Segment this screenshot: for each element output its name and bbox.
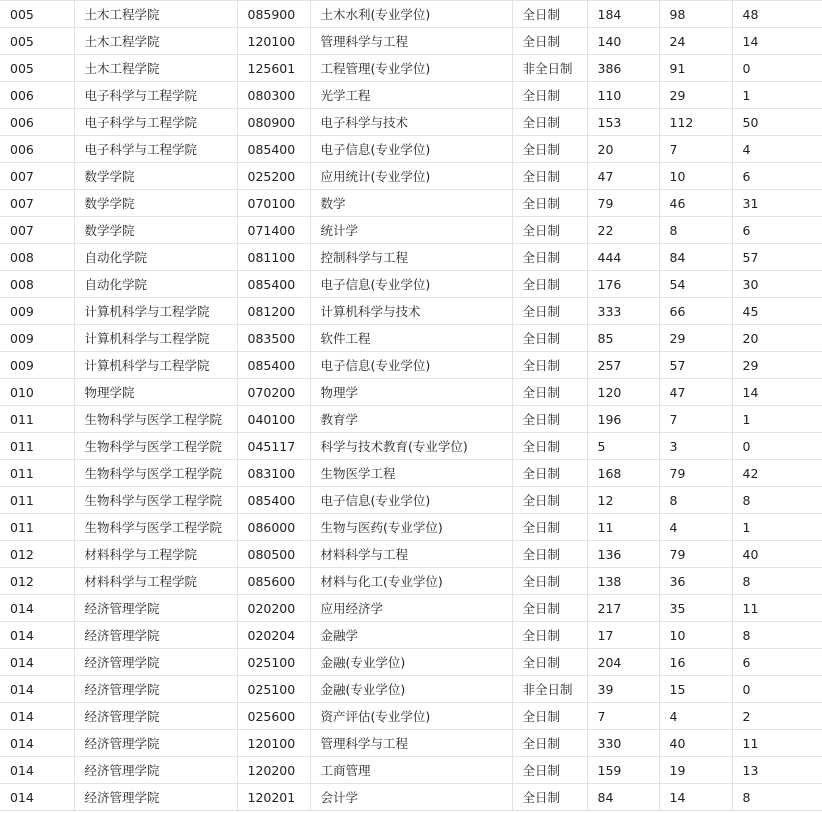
cell-dept-code: 008: [0, 271, 74, 298]
table-row: [0, 379, 822, 406]
cell-major-code: 020204: [237, 622, 310, 649]
cell-dept-name: 数学学院: [74, 163, 237, 190]
cell-major-name: 管理科学与工程: [310, 28, 512, 55]
cell-study-mode: 全日制: [512, 487, 587, 514]
cell-applicants: 85: [587, 325, 659, 352]
cell-major-name: 土木水利(专业学位): [310, 1, 512, 28]
cell-major-name: 计算机科学与技术: [310, 298, 512, 325]
cell-study-mode: 全日制: [512, 460, 587, 487]
cell-study-mode: 全日制: [512, 757, 587, 784]
cell-study-mode: 非全日制: [512, 55, 587, 82]
cell-admitted: 7: [659, 406, 732, 433]
cell-major-name: 材料与化工(专业学位): [310, 568, 512, 595]
cell-exempt: 8: [732, 568, 822, 595]
cell-dept-name: 经济管理学院: [74, 676, 237, 703]
cell-dept-code: 014: [0, 595, 74, 622]
cell-study-mode: 全日制: [512, 109, 587, 136]
cell-major-name: 光学工程: [310, 82, 512, 109]
table-row: [0, 730, 822, 757]
cell-major-code: 025200: [237, 163, 310, 190]
cell-applicants: 204: [587, 649, 659, 676]
cell-dept-name: 自动化学院: [74, 244, 237, 271]
cell-major-name: 金融(专业学位): [310, 649, 512, 676]
cell-major-name: 工商管理: [310, 757, 512, 784]
cell-major-name: 软件工程: [310, 325, 512, 352]
cell-major-code: 083100: [237, 460, 310, 487]
cell-applicants: 217: [587, 595, 659, 622]
table-row: [0, 514, 822, 541]
cell-applicants: 47: [587, 163, 659, 190]
cell-dept-code: 014: [0, 784, 74, 811]
cell-admitted: 112: [659, 109, 732, 136]
cell-dept-code: 005: [0, 28, 74, 55]
cell-exempt: 1: [732, 514, 822, 541]
cell-dept-name: 土木工程学院: [74, 55, 237, 82]
cell-major-name: 控制科学与工程: [310, 244, 512, 271]
cell-admitted: 29: [659, 82, 732, 109]
cell-dept-name: 材料科学与工程学院: [74, 568, 237, 595]
cell-study-mode: 全日制: [512, 271, 587, 298]
cell-dept-code: 011: [0, 433, 74, 460]
cell-major-name: 资产评估(专业学位): [310, 703, 512, 730]
cell-exempt: 1: [732, 82, 822, 109]
cell-major-code: 086000: [237, 514, 310, 541]
cell-admitted: 15: [659, 676, 732, 703]
cell-study-mode: 全日制: [512, 28, 587, 55]
cell-exempt: 11: [732, 595, 822, 622]
cell-dept-code: 014: [0, 703, 74, 730]
cell-major-name: 生物与医药(专业学位): [310, 514, 512, 541]
cell-admitted: 36: [659, 568, 732, 595]
cell-applicants: 257: [587, 352, 659, 379]
cell-study-mode: 全日制: [512, 298, 587, 325]
table-row: [0, 649, 822, 676]
cell-major-code: 120100: [237, 730, 310, 757]
cell-major-name: 电子信息(专业学位): [310, 487, 512, 514]
cell-major-code: 080300: [237, 82, 310, 109]
cell-major-code: 085600: [237, 568, 310, 595]
cell-applicants: 20: [587, 136, 659, 163]
cell-major-code: 085900: [237, 1, 310, 28]
cell-admitted: 54: [659, 271, 732, 298]
cell-admitted: 14: [659, 784, 732, 811]
cell-admitted: 4: [659, 514, 732, 541]
cell-applicants: 5: [587, 433, 659, 460]
cell-major-name: 电子信息(专业学位): [310, 271, 512, 298]
cell-study-mode: 全日制: [512, 379, 587, 406]
cell-study-mode: 全日制: [512, 649, 587, 676]
cell-study-mode: 全日制: [512, 163, 587, 190]
cell-major-code: 120200: [237, 757, 310, 784]
cell-applicants: 11: [587, 514, 659, 541]
cell-study-mode: 全日制: [512, 406, 587, 433]
cell-exempt: 42: [732, 460, 822, 487]
cell-dept-code: 006: [0, 136, 74, 163]
cell-dept-name: 经济管理学院: [74, 703, 237, 730]
cell-applicants: 333: [587, 298, 659, 325]
cell-dept-name: 土木工程学院: [74, 28, 237, 55]
cell-exempt: 6: [732, 217, 822, 244]
table-row: [0, 244, 822, 271]
cell-study-mode: 全日制: [512, 541, 587, 568]
table-row: [0, 460, 822, 487]
cell-admitted: 16: [659, 649, 732, 676]
cell-dept-code: 011: [0, 487, 74, 514]
cell-study-mode: 全日制: [512, 784, 587, 811]
cell-dept-code: 007: [0, 217, 74, 244]
cell-major-name: 科学与技术教育(专业学位): [310, 433, 512, 460]
cell-major-code: 045117: [237, 433, 310, 460]
table-row: [0, 82, 822, 109]
cell-exempt: 4: [732, 136, 822, 163]
cell-admitted: 29: [659, 325, 732, 352]
cell-applicants: 7: [587, 703, 659, 730]
cell-study-mode: 非全日制: [512, 676, 587, 703]
cell-major-code: 120201: [237, 784, 310, 811]
table-row: [0, 568, 822, 595]
cell-exempt: 6: [732, 649, 822, 676]
cell-major-code: 020200: [237, 595, 310, 622]
cell-applicants: 184: [587, 1, 659, 28]
table-row: [0, 109, 822, 136]
cell-exempt: 6: [732, 163, 822, 190]
cell-exempt: 8: [732, 622, 822, 649]
cell-dept-name: 生物科学与医学工程学院: [74, 514, 237, 541]
cell-applicants: 120: [587, 379, 659, 406]
cell-dept-name: 土木工程学院: [74, 1, 237, 28]
cell-dept-name: 生物科学与医学工程学院: [74, 433, 237, 460]
cell-major-name: 统计学: [310, 217, 512, 244]
cell-admitted: 46: [659, 190, 732, 217]
cell-major-code: 085400: [237, 136, 310, 163]
cell-study-mode: 全日制: [512, 217, 587, 244]
cell-study-mode: 全日制: [512, 568, 587, 595]
cell-applicants: 138: [587, 568, 659, 595]
cell-dept-code: 007: [0, 190, 74, 217]
cell-dept-code: 014: [0, 757, 74, 784]
cell-major-code: 085400: [237, 487, 310, 514]
table-row: [0, 136, 822, 163]
cell-exempt: 48: [732, 1, 822, 28]
cell-major-code: 120100: [237, 28, 310, 55]
table-row: [0, 163, 822, 190]
cell-applicants: 140: [587, 28, 659, 55]
cell-applicants: 330: [587, 730, 659, 757]
cell-major-name: 应用经济学: [310, 595, 512, 622]
cell-dept-code: 009: [0, 352, 74, 379]
cell-major-name: 管理科学与工程: [310, 730, 512, 757]
cell-major-code: 025600: [237, 703, 310, 730]
cell-dept-code: 012: [0, 568, 74, 595]
cell-dept-code: 005: [0, 1, 74, 28]
cell-dept-code: 006: [0, 82, 74, 109]
cell-dept-code: 012: [0, 541, 74, 568]
cell-dept-name: 生物科学与医学工程学院: [74, 406, 237, 433]
cell-dept-name: 计算机科学与工程学院: [74, 298, 237, 325]
cell-major-code: 085400: [237, 271, 310, 298]
cell-dept-code: 005: [0, 55, 74, 82]
cell-exempt: 8: [732, 784, 822, 811]
cell-major-code: 080500: [237, 541, 310, 568]
cell-dept-name: 自动化学院: [74, 271, 237, 298]
cell-exempt: 0: [732, 55, 822, 82]
cell-applicants: 22: [587, 217, 659, 244]
cell-study-mode: 全日制: [512, 595, 587, 622]
cell-major-name: 生物医学工程: [310, 460, 512, 487]
cell-major-code: 070100: [237, 190, 310, 217]
cell-study-mode: 全日制: [512, 325, 587, 352]
cell-applicants: 110: [587, 82, 659, 109]
cell-major-code: 071400: [237, 217, 310, 244]
cell-admitted: 66: [659, 298, 732, 325]
table-row: [0, 622, 822, 649]
cell-major-code: 125601: [237, 55, 310, 82]
table-row: [0, 433, 822, 460]
cell-dept-code: 014: [0, 649, 74, 676]
table-row: [0, 217, 822, 244]
cell-applicants: 153: [587, 109, 659, 136]
cell-exempt: 57: [732, 244, 822, 271]
cell-exempt: 45: [732, 298, 822, 325]
cell-exempt: 1: [732, 406, 822, 433]
cell-dept-name: 经济管理学院: [74, 757, 237, 784]
cell-exempt: 0: [732, 433, 822, 460]
cell-exempt: 8: [732, 487, 822, 514]
cell-dept-code: 009: [0, 298, 74, 325]
cell-dept-name: 计算机科学与工程学院: [74, 325, 237, 352]
cell-dept-code: 011: [0, 460, 74, 487]
cell-major-code: 081200: [237, 298, 310, 325]
cell-major-code: 070200: [237, 379, 310, 406]
cell-dept-name: 生物科学与医学工程学院: [74, 460, 237, 487]
cell-major-name: 电子信息(专业学位): [310, 352, 512, 379]
cell-dept-code: 011: [0, 514, 74, 541]
cell-exempt: 29: [732, 352, 822, 379]
table-row: [0, 757, 822, 784]
table-row: [0, 352, 822, 379]
cell-dept-name: 经济管理学院: [74, 730, 237, 757]
cell-study-mode: 全日制: [512, 514, 587, 541]
table-row: [0, 784, 822, 811]
cell-admitted: 79: [659, 460, 732, 487]
cell-study-mode: 全日制: [512, 190, 587, 217]
cell-dept-code: 014: [0, 730, 74, 757]
cell-dept-code: 014: [0, 676, 74, 703]
cell-major-name: 数学: [310, 190, 512, 217]
cell-major-name: 金融(专业学位): [310, 676, 512, 703]
cell-major-code: 025100: [237, 649, 310, 676]
cell-dept-code: 010: [0, 379, 74, 406]
table-row: [0, 325, 822, 352]
cell-admitted: 8: [659, 217, 732, 244]
cell-exempt: 40: [732, 541, 822, 568]
cell-major-name: 会计学: [310, 784, 512, 811]
cell-study-mode: 全日制: [512, 622, 587, 649]
cell-dept-code: 014: [0, 622, 74, 649]
cell-admitted: 3: [659, 433, 732, 460]
cell-exempt: 50: [732, 109, 822, 136]
table-row: [0, 703, 822, 730]
cell-admitted: 91: [659, 55, 732, 82]
cell-applicants: 444: [587, 244, 659, 271]
table-row: [0, 28, 822, 55]
cell-dept-name: 物理学院: [74, 379, 237, 406]
cell-study-mode: 全日制: [512, 730, 587, 757]
cell-exempt: 14: [732, 28, 822, 55]
cell-study-mode: 全日制: [512, 244, 587, 271]
cell-dept-name: 经济管理学院: [74, 649, 237, 676]
cell-major-name: 物理学: [310, 379, 512, 406]
cell-major-code: 081100: [237, 244, 310, 271]
cell-exempt: 0: [732, 676, 822, 703]
cell-study-mode: 全日制: [512, 433, 587, 460]
cell-exempt: 31: [732, 190, 822, 217]
cell-admitted: 40: [659, 730, 732, 757]
cell-admitted: 10: [659, 163, 732, 190]
cell-dept-name: 电子科学与工程学院: [74, 82, 237, 109]
cell-applicants: 136: [587, 541, 659, 568]
cell-admitted: 47: [659, 379, 732, 406]
cell-study-mode: 全日制: [512, 1, 587, 28]
cell-admitted: 4: [659, 703, 732, 730]
cell-major-code: 083500: [237, 325, 310, 352]
cell-major-name: 金融学: [310, 622, 512, 649]
cell-dept-code: 011: [0, 406, 74, 433]
table-row: [0, 595, 822, 622]
cell-study-mode: 全日制: [512, 703, 587, 730]
cell-admitted: 98: [659, 1, 732, 28]
cell-admitted: 57: [659, 352, 732, 379]
cell-study-mode: 全日制: [512, 136, 587, 163]
cell-applicants: 196: [587, 406, 659, 433]
cell-admitted: 19: [659, 757, 732, 784]
cell-exempt: 2: [732, 703, 822, 730]
table-row: [0, 190, 822, 217]
cell-major-name: 教育学: [310, 406, 512, 433]
cell-applicants: 168: [587, 460, 659, 487]
cell-exempt: 30: [732, 271, 822, 298]
table-row: [0, 55, 822, 82]
cell-dept-name: 电子科学与工程学院: [74, 109, 237, 136]
cell-major-name: 工程管理(专业学位): [310, 55, 512, 82]
cell-admitted: 35: [659, 595, 732, 622]
cell-major-code: 040100: [237, 406, 310, 433]
cell-dept-name: 经济管理学院: [74, 784, 237, 811]
cell-dept-name: 生物科学与医学工程学院: [74, 487, 237, 514]
cell-dept-name: 经济管理学院: [74, 595, 237, 622]
cell-dept-name: 电子科学与工程学院: [74, 136, 237, 163]
table-row: [0, 271, 822, 298]
cell-major-code: 080900: [237, 109, 310, 136]
cell-applicants: 159: [587, 757, 659, 784]
cell-major-code: 025100: [237, 676, 310, 703]
cell-applicants: 12: [587, 487, 659, 514]
table-body: [0, 1, 822, 811]
cell-admitted: 24: [659, 28, 732, 55]
cell-dept-code: 008: [0, 244, 74, 271]
cell-applicants: 84: [587, 784, 659, 811]
cell-dept-code: 006: [0, 109, 74, 136]
cell-exempt: 14: [732, 379, 822, 406]
cell-admitted: 10: [659, 622, 732, 649]
cell-admitted: 8: [659, 487, 732, 514]
table-row: [0, 541, 822, 568]
cell-dept-name: 材料科学与工程学院: [74, 541, 237, 568]
cell-dept-code: 007: [0, 163, 74, 190]
table-row: [0, 676, 822, 703]
cell-major-name: 电子科学与技术: [310, 109, 512, 136]
cell-major-code: 085400: [237, 352, 310, 379]
cell-dept-name: 数学学院: [74, 190, 237, 217]
cell-applicants: 17: [587, 622, 659, 649]
cell-admitted: 79: [659, 541, 732, 568]
cell-major-name: 材料科学与工程: [310, 541, 512, 568]
cell-study-mode: 全日制: [512, 82, 587, 109]
cell-applicants: 39: [587, 676, 659, 703]
cell-exempt: 13: [732, 757, 822, 784]
table-row: [0, 487, 822, 514]
cell-admitted: 7: [659, 136, 732, 163]
table-row: [0, 1, 822, 28]
cell-dept-name: 数学学院: [74, 217, 237, 244]
cell-dept-code: 009: [0, 325, 74, 352]
cell-dept-name: 计算机科学与工程学院: [74, 352, 237, 379]
cell-exempt: 20: [732, 325, 822, 352]
table-row: [0, 406, 822, 433]
cell-applicants: 79: [587, 190, 659, 217]
cell-exempt: 11: [732, 730, 822, 757]
cell-major-name: 应用统计(专业学位): [310, 163, 512, 190]
cell-major-name: 电子信息(专业学位): [310, 136, 512, 163]
cell-admitted: 84: [659, 244, 732, 271]
cell-applicants: 386: [587, 55, 659, 82]
table-row: [0, 298, 822, 325]
cell-study-mode: 全日制: [512, 352, 587, 379]
cell-dept-name: 经济管理学院: [74, 622, 237, 649]
cell-applicants: 176: [587, 271, 659, 298]
